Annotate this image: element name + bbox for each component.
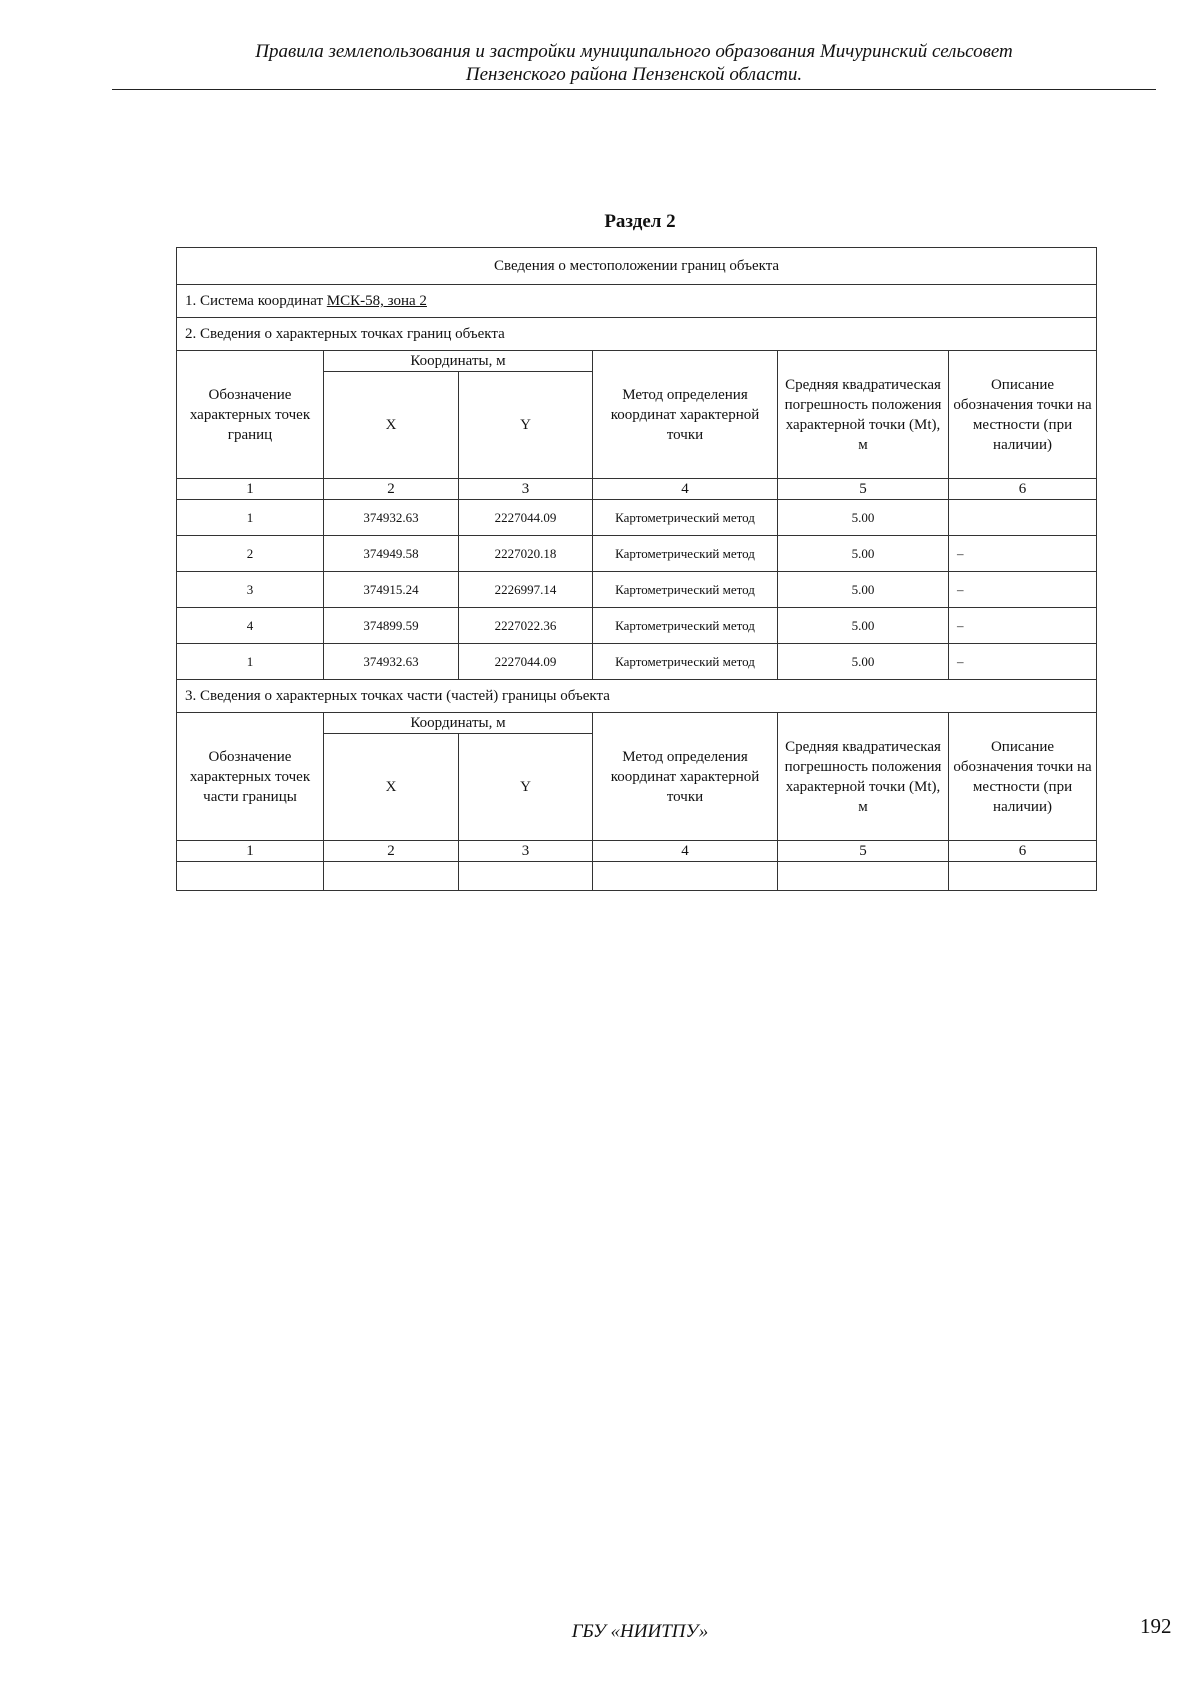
empty-cell bbox=[177, 862, 324, 891]
error-cell: 5.00 bbox=[778, 644, 949, 680]
error-cell: 5.00 bbox=[778, 572, 949, 608]
method-cell: Картометрический метод bbox=[593, 608, 778, 644]
description-cell: – bbox=[949, 572, 1097, 608]
point-cell: 1 bbox=[177, 500, 324, 536]
table-row bbox=[177, 608, 1097, 644]
header-divider bbox=[112, 89, 1156, 90]
col-header-description: Описание обозначения точки на местности (при наличии) bbox=[949, 351, 1097, 479]
x-cell: 374915.24 bbox=[324, 572, 459, 608]
col-header-coordinates: Координаты, м bbox=[324, 351, 593, 372]
point-cell: 2 bbox=[177, 536, 324, 572]
section2-title: 2. Сведения о характерных точках границ объекта bbox=[177, 318, 1097, 351]
page-number: 192 bbox=[1140, 1614, 1172, 1638]
x-cell: 374932.63 bbox=[324, 644, 459, 680]
column-number: 2 bbox=[324, 841, 459, 862]
empty-cell bbox=[459, 862, 593, 891]
table-row bbox=[177, 500, 1097, 536]
col-header-method: Метод определения координат характерной точки bbox=[593, 713, 778, 841]
col-header-point: Обозначение характерных точек границ bbox=[177, 351, 324, 479]
col-header-point-part: Обозначение характерных точек части границы bbox=[177, 713, 324, 841]
col-header-coordinates: Координаты, м bbox=[324, 713, 593, 734]
section3-title: 3. Сведения о характерных точках части (частей) границы объекта bbox=[177, 680, 1097, 713]
y-cell: 2227044.09 bbox=[459, 500, 593, 536]
method-cell: Картометрический метод bbox=[593, 536, 778, 572]
coord-system-row bbox=[177, 285, 1097, 318]
method-cell: Картометрический метод bbox=[593, 500, 778, 536]
error-cell: 5.00 bbox=[778, 500, 949, 536]
col-header-method: Метод определения координат характерной точки bbox=[593, 351, 778, 479]
coord-system-value: МСК-58, зона 2 bbox=[326, 293, 427, 309]
y-cell: 2227020.18 bbox=[459, 536, 593, 572]
description-cell: – bbox=[949, 644, 1097, 680]
column-number: 3 bbox=[459, 479, 593, 500]
x-cell: 374949.58 bbox=[324, 536, 459, 572]
section-title: Раздел 2 bbox=[604, 211, 676, 232]
empty-row bbox=[177, 862, 1097, 891]
col-header-y: Y bbox=[459, 372, 593, 479]
error-cell: 5.00 bbox=[778, 536, 949, 572]
column-number: 5 bbox=[778, 841, 949, 862]
point-cell: 1 bbox=[177, 644, 324, 680]
empty-cell bbox=[324, 862, 459, 891]
column-number: 1 bbox=[177, 479, 324, 500]
x-cell: 374899.59 bbox=[324, 608, 459, 644]
col-header-description: Описание обозначения точки на местности (при наличии) bbox=[949, 713, 1097, 841]
description-cell: – bbox=[949, 608, 1097, 644]
header-line-1: Правила землепользования и застройки муниципального образования Мичуринский сельсовет bbox=[255, 41, 1013, 62]
column-number: 4 bbox=[593, 479, 778, 500]
col-header-x: X bbox=[324, 734, 459, 841]
column-number: 4 bbox=[593, 841, 778, 862]
column-number: 3 bbox=[459, 841, 593, 862]
column-number: 2 bbox=[324, 479, 459, 500]
error-cell: 5.00 bbox=[778, 608, 949, 644]
boundary-table bbox=[176, 247, 1097, 891]
col-header-error: Средняя квадратическая погрешность положения характерной точки (Mt), м bbox=[778, 351, 949, 479]
empty-cell bbox=[778, 862, 949, 891]
coord-system-label: 1. Система координат bbox=[185, 293, 327, 309]
table-row bbox=[177, 572, 1097, 608]
document-footer: ГБУ «НИИТПУ» bbox=[571, 1621, 709, 1642]
description-cell bbox=[949, 500, 1097, 536]
col-header-y: Y bbox=[459, 734, 593, 841]
y-cell: 2226997.14 bbox=[459, 572, 593, 608]
empty-cell bbox=[949, 862, 1097, 891]
method-cell: Картометрический метод bbox=[593, 644, 778, 680]
column-number-row bbox=[177, 841, 1097, 862]
point-cell: 3 bbox=[177, 572, 324, 608]
y-cell: 2227022.36 bbox=[459, 608, 593, 644]
column-number: 6 bbox=[949, 841, 1097, 862]
table-row bbox=[177, 644, 1097, 680]
header-line-2: Пензенского района Пензенской области. bbox=[465, 64, 803, 85]
column-number-row bbox=[177, 479, 1097, 500]
x-cell: 374932.63 bbox=[324, 500, 459, 536]
y-cell: 2227044.09 bbox=[459, 644, 593, 680]
column-number: 6 bbox=[949, 479, 1097, 500]
point-cell: 4 bbox=[177, 608, 324, 644]
description-cell: – bbox=[949, 536, 1097, 572]
empty-cell bbox=[593, 862, 778, 891]
document-header bbox=[112, 40, 1156, 86]
column-number: 1 bbox=[177, 841, 324, 862]
table-row bbox=[177, 536, 1097, 572]
column-number: 5 bbox=[778, 479, 949, 500]
col-header-error: Средняя квадратическая погрешность положения характерной точки (Mt), м bbox=[778, 713, 949, 841]
method-cell: Картометрический метод bbox=[593, 572, 778, 608]
table-title: Сведения о местоположении границ объекта bbox=[177, 248, 1097, 285]
col-header-x: X bbox=[324, 372, 459, 479]
